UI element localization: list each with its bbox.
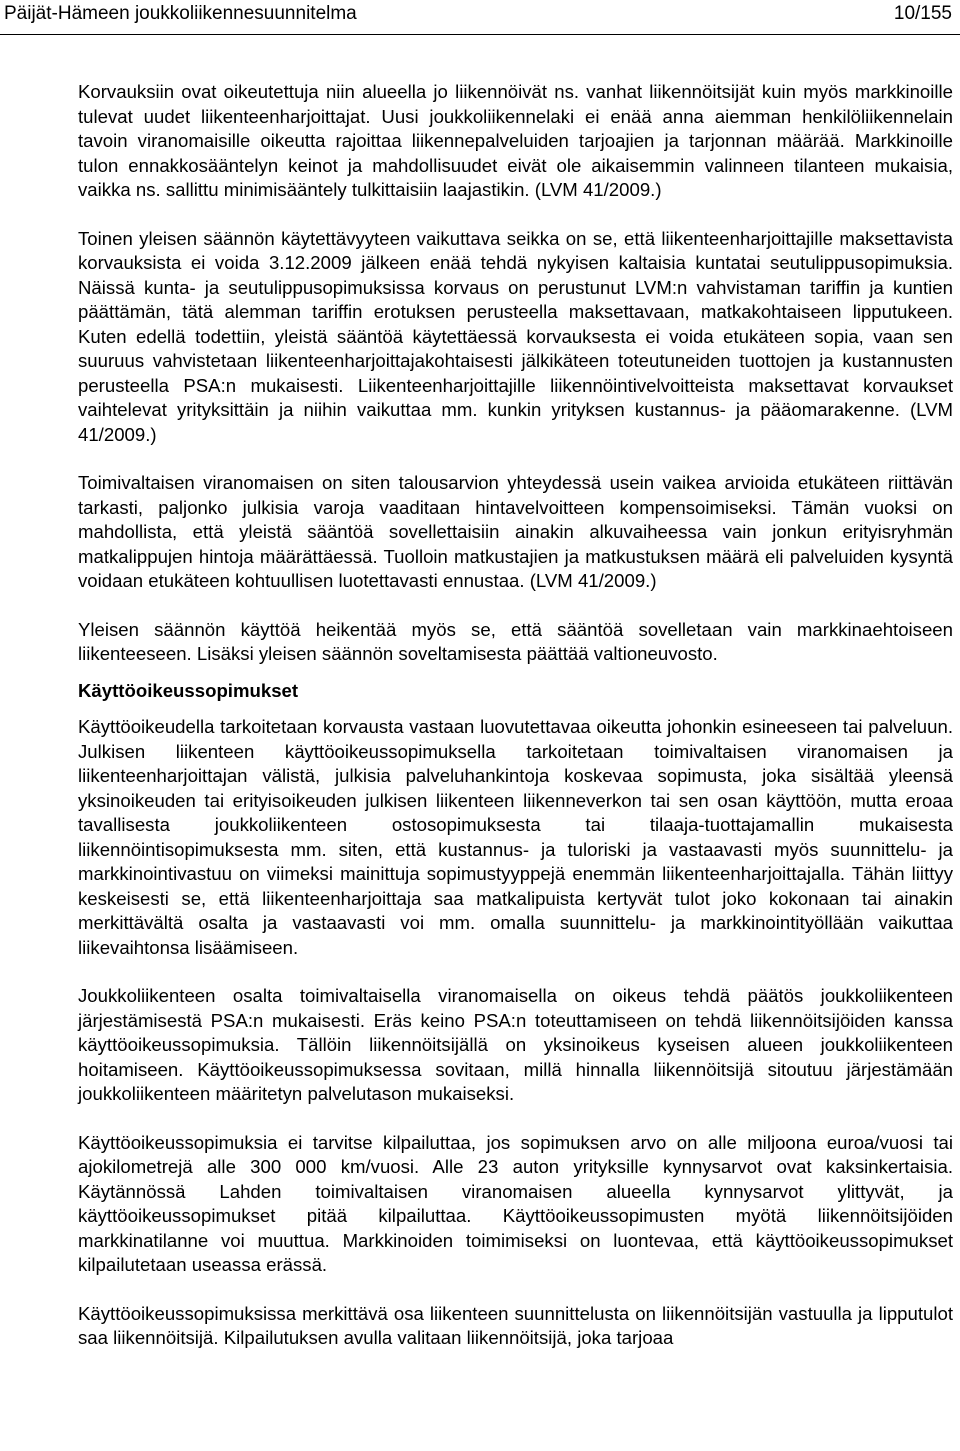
- paragraph-compensation-rights: Korvauksiin ovat oikeutettuja niin alueella jo liikennöivät ns. vanhat liikennöitsijät kuin myös markkinoille tulevat uudet liikenteenharjoittajat. Uusi joukkoliikennelaki ei enää anna aiemman henkilöliikennelain tavoin viranomaisille oikeutta rajoittaa liikennepalveluiden tarjoajien ja tarjonnan määrää. Markkinoille tulon ennakkosääntelyn keinot ja mahdollisuudet eivät ole aikaisemmin valinneen tilanteen mukaisia, vaikka ns. sallittu minimisääntely tulkittaisiin laajastikin. (LVM 41/2009.): [78, 81, 953, 200]
- document-title: Päijät-Hämeen joukkoliikennesuunnitelma: [4, 3, 357, 24]
- section-heading: Käyttöoikeussopimukset: [78, 679, 299, 701]
- page-header: [0, 0, 960, 34]
- paragraph-concession-definition: Käyttöoikeudella tarkoitetaan korvausta vastaan luovutettavaa oikeutta johonkin esineeseen tai palveluun. Julkisen liikenteen käyttöoikeussopimuksella tarkoitetaan toimivaltaisen viranomaisen ja liikenteenharjoittajan välistä, julkisia palveluhankintoja koskevaa sopimusta, joka sisältää yleensä yksinoikeuden tai erityisoikeuden julkisen liikenteen liikenneverkon tai sen osan käyttöön, mutta eroaa tavallisesta joukkoliikenteen ostosopimuksesta tai tilaaja-tuottajamallin mukaisesta liikennöintisopimuksesta mm. siten, että kustannus- ja tuloriski ja vastaavasti myös suunnittelu- ja markkinointivastuu on viimeksi mainittuja sopimustyyppejä enemmän liikenteenharjoittajalla. Tähän liittyy keskeisesti se, että liikenteenharjoittaja saa matkalipuista kertyvät tulot joko kokonaan tai ainakin merkittävältä osalta ja vastaavasti voi mm. omalla suunnittelu- ja markkinointityöllään vaikuttaa liikevaihtonsa lisäämiseen.: [78, 716, 953, 958]
- paragraph-tendering-thresholds: Käyttöoikeussopimuksia ei tarvitse kilpailuttaa, jos sopimuksen arvo on alle miljoona euroa/vuosi tai ajokilometrejä alle 300 000 km/vuosi. Alle 23 auton yrityksille kynnysarvot ovat kaksinkertaisia. Käytännössä Lahden toimivaltaisen viranomaisen alueella kynnysarvot ylittyvät, ja käyttöoikeussopimukset pitää kilpailuttaa. Käyttöoikeussopimusten myötä liikennöitsijöiden markkinatilanne voi muuttua. Markkinoiden toimimiseksi on luontevaa, että käyttöoikeussopimukset kilpailutetaan useassa erässä.: [78, 1131, 953, 1275]
- header-divider: [0, 34, 960, 35]
- paragraph-operator-responsibility: Käyttöoikeussopimuksissa merkittävä osa liikenteen suunnittelusta on liikennöitsijän vastuulla ja lipputulot saa liikennöitsijä. Kilpailutuksen avulla valitaan liikennöitsijä, joka tarjoaa: [78, 1302, 953, 1348]
- page-number: 10/155: [893, 3, 952, 24]
- paragraph-general-rule-limits: Yleisen säännön käyttöä heikentää myös se, että sääntöä sovelletaan vain markkinaehtoiseen liikenteeseen. Lisäksi yleisen säännön soveltamisesta päättää valtioneuvosto.: [78, 618, 953, 664]
- document-body: [78, 80, 953, 1351]
- paragraph-budget-estimation: Toimivaltaisen viranomaisen on siten talousarvion yhteydessä usein vaikea arvioida etukäteen riittävän tarkasti, paljonko julkisia varoja vaaditaan hintavelvoitteen kompensoimiseksi. Tämän vuoksi on mahdollista, että yleistä sääntöä sovellettaisiin ainakin alkuvaiheessa vain jonkun erityisryhmän matkalippujen hintoja määrättäessä. Tuolloin matkustajien ja matkustuksen määrä eli palveluiden kysyntä voidaan etukäteen kohtuullisen luotettavasti ennustaa. (LVM 41/2009.): [78, 472, 953, 591]
- paragraph-general-rule-usability: Toinen yleisen säännön käytettävyyteen vaikuttava seikka on se, että liikenteenharjoittajille maksettavista korvauksista ei voida 3.12.2009 jälkeen enää tehdä nykyisen kaltaisia kuntatai seutulippusopimuksia. Näissä kunta- ja seutulippusopimuksissa korvaus on perustunut LVM:n vahvistaman tariffin ja kuntien päättämän, tätä alemman tariffin erotuksen perusteella maksettavaan, matkakohtaiseen lipputukeen. Kuten edellä todettiin, yleistä sääntöä käytettäessä korvauksesta ei voida etukäteen sopia, vaan sen suuruus vahvistetaan liikenteenharjoittajakohtaisesti jälkikäteen toteutuneiden tuottojen ja kustannusten perusteella PSA:n mukaisesti. Liikenteenharjoittajille liikennöintivelvoitteista maksettavat korvaukset vaihtelevat yrityksittäin ja niihin vaikuttaa mm. kunkin yrityksen kustannus- ja pääomarakenne. (LVM 41/2009.): [78, 227, 953, 445]
- paragraph-authority-decision: Joukkoliikenteen osalta toimivaltaisella viranomaisella on oikeus tehdä päätös joukkoliikenteen järjestämisestä PSA:n mukaisesti. Eräs keino PSA:n toteuttamiseen on tehdä liikennöitsijöiden kanssa käyttöoikeussopimuksia. Tällöin liikennöitsijällä on yksinoikeus kyseisen alueen joukkoliikenteen hoitamiseen. Käyttöoikeussopimuksessa sovitaan, millä hinnalla liikennöitsijä sitoutuu järjestämään joukkoliikenteen määritetyn palvelutason mukaiseksi.: [78, 985, 953, 1104]
